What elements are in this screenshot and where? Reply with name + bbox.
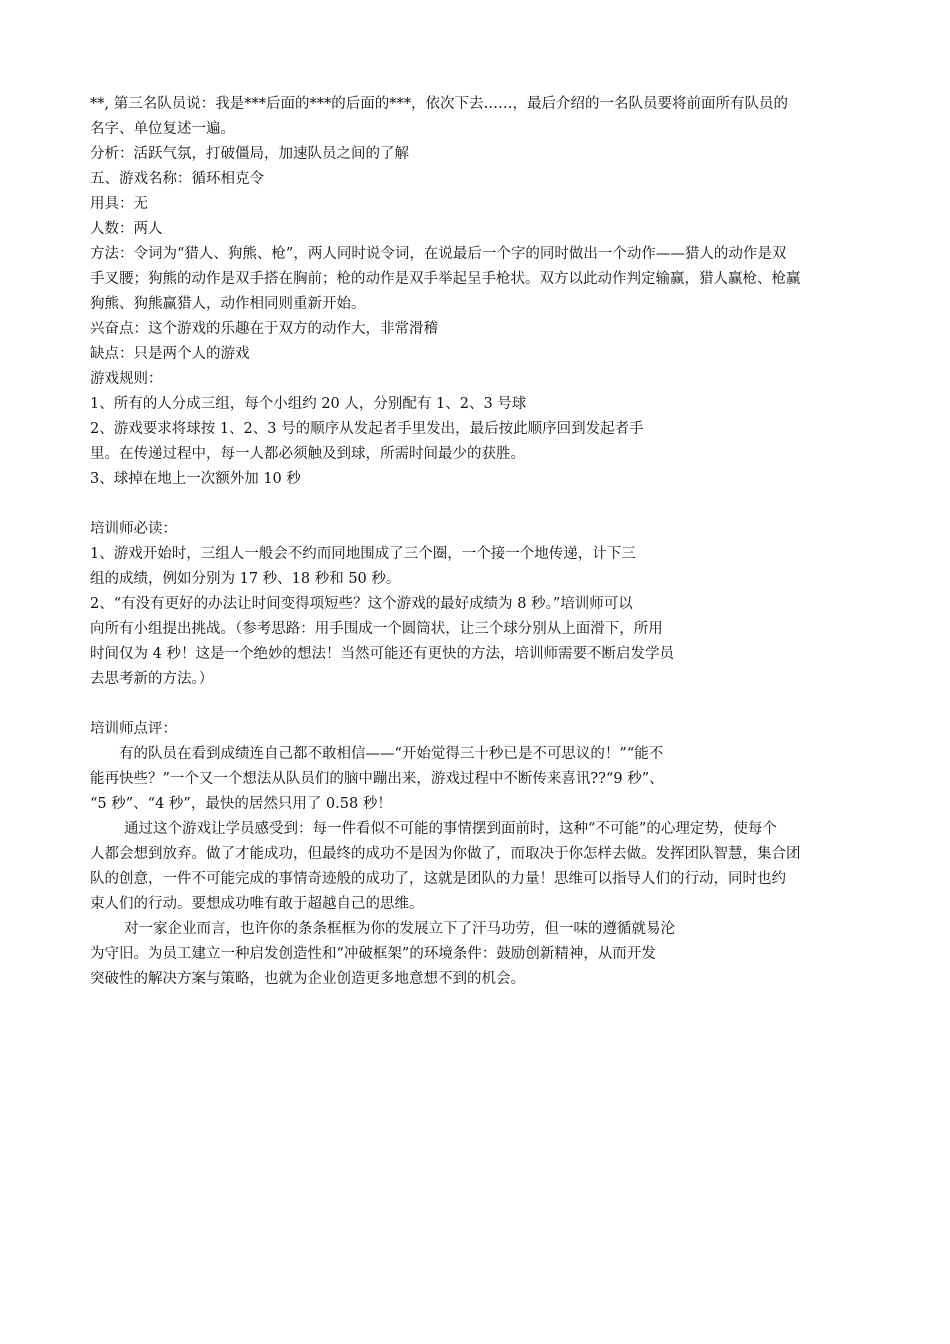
game-highlight: 兴奋点：这个游戏的乐趣在于双方的动作大，非常滑稽 (90, 321, 438, 337)
review-p2-line-2: 人都会想到放弃。做了才能成功，但最终的成功不是因为你做了，而取决于你怎样去做。发挥团队智慧，集合团 (90, 846, 801, 862)
rule-2-line-1: 2、游戏要求将球按 1、2、3 号的顺序从发起者手里发出，最后按此顺序回到发起者手 (90, 421, 644, 437)
game-method-line-2: 手叉腰；狗熊的动作是双手搭在胸前；枪的动作是双手举起呈手枪状。双方以此动作判定输赢，猎人赢枪、枪赢 (90, 271, 801, 287)
trainer-note-1-line-2: 组的成绩，例如分别为 17 秒、18 秒和 50 秒。 (90, 571, 401, 587)
game-props: 用具：无 (90, 196, 148, 212)
trainer-note-1-line-1: 1、游戏开始时，三组人一般会不约而同地围成了三个圈，一个接一个地传递，计下三 (90, 546, 636, 562)
review-p2-line-1: 通过这个游戏让学员感受到：每一件看似不可能的事情摆到面前时，这种“不可能”的心理定势，使每个 (124, 821, 777, 837)
trainer-note-2-line-1: 2、“有没有更好的办法让时间变得项短些？这个游戏的最好成绩为 8 秒。”培训师可以 (90, 596, 633, 612)
trainer-notes-heading: 培训师必读： (90, 521, 177, 537)
game-players: 人数：两人 (90, 221, 163, 237)
intro-analysis: 分析：活跃气氛，打破僵局，加速队员之间的了解 (90, 146, 409, 162)
game-method-line-1: 方法：令词为“猎人、狗熊、枪”，两人同时说令词，在说最后一个字的同时做出一个动作——猎人的动作是双 (90, 246, 787, 262)
trainer-note-2-line-4: 去思考新的方法。） (90, 671, 214, 687)
rule-3: 3、球掉在地上一次额外加 10 秒 (90, 471, 301, 487)
review-p2-line-4: 束人们的行动。要想成功唯有敢于超越自己的思维。 (90, 896, 424, 912)
review-p1-line-2: 能再快些？”一个又一个想法从队员们的脑中蹦出来，游戏过程中不断传来喜讯??“9 秒”、 (90, 771, 664, 787)
game-drawback: 缺点：只是两个人的游戏 (90, 346, 250, 362)
intro-line-2: 名字、单位复述一遍。 (90, 121, 235, 137)
rule-1: 1、所有的人分成三组，每个小组约 20 人，分别配有 1、2、3 号球 (90, 396, 527, 412)
review-p3-line-3: 突破性的解决方案与策略，也就为企业创造更多地意想不到的机会。 (90, 971, 525, 987)
review-p3-line-1: 对一家企业而言，也许你的条条框框为你的发展立下了汗马功劳，但一味的遵循就易沦 (124, 921, 675, 937)
review-p1-line-3: “5 秒”、“4 秒”，最快的居然只用了 0.58 秒！ (90, 796, 392, 812)
intro-line-1: **, 第三名队员说：我是***后面的***的后面的***，依次下去……，最后介绍的一名队员要将前面所有队员的 (90, 96, 788, 112)
review-p3-line-2: 为守旧。为员工建立一种启发创造性和“冲破框架”的环境条件：鼓励创新精神，从而开发 (90, 946, 656, 962)
game-method-line-3: 狗熊、狗熊赢猎人，动作相同则重新开始。 (90, 296, 366, 312)
section-spacer (90, 692, 886, 717)
section-spacer (90, 492, 886, 517)
trainer-review-heading: 培训师点评： (90, 721, 177, 737)
rules-heading: 游戏规则： (90, 371, 163, 387)
game-title: 五、游戏名称：循环相克令 (90, 171, 264, 187)
rule-2-line-2: 里。在传递过程中，每一人都必须触及到球，所需时间最少的获胜。 (90, 446, 525, 462)
review-p1-line-1: 有的队员在看到成绩连自己都不敢相信——“开始觉得三十秒已是不可思议的！”“能不 (119, 746, 664, 762)
trainer-note-2-line-2: 向所有小组提出挑战。（参考思路：用手围成一个圆筒状，让三个球分别从上面滑下，所用 (90, 621, 663, 637)
review-p2-line-3: 队的创意，一件不可能完成的事情奇迹般的成功了，这就是团队的力量！思维可以指导人们的行动，同时也约 (90, 871, 786, 887)
document-body (90, 92, 886, 992)
trainer-note-2-line-3: 时间仅为 4 秒！这是一个绝妙的想法！当然可能还有更快的方法，培训师需要不断启发学员 (90, 646, 674, 662)
